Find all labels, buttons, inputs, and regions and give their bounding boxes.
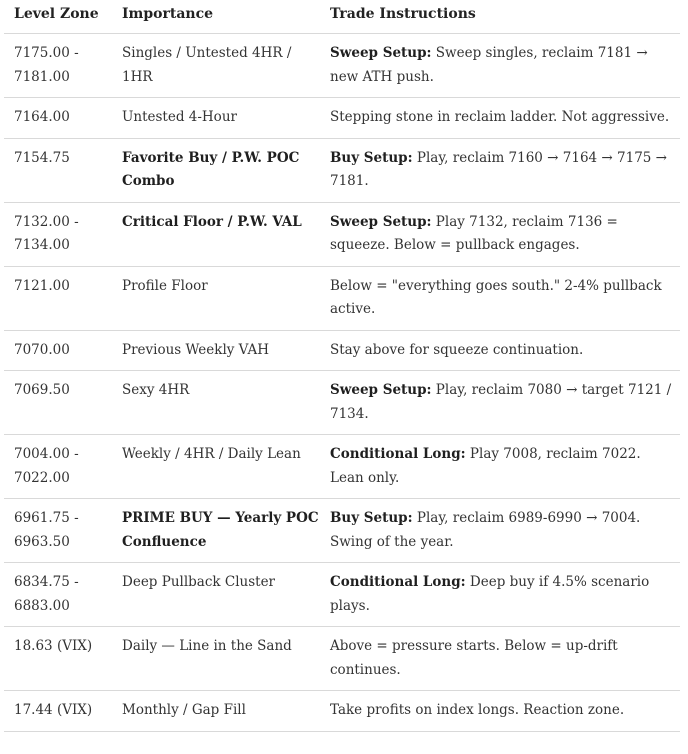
table-row — [4, 266, 680, 330]
instructions-cell — [320, 563, 680, 627]
level-zone-cell: 17.44 (VIX) — [4, 691, 112, 732]
table-row — [4, 202, 680, 266]
importance-cell: Weekly / 4HR / Daily Lean — [112, 435, 320, 499]
instruction-text: Play 7008, reclaim 7022. Lean only. — [330, 446, 641, 486]
instructions-cell — [320, 499, 680, 563]
level-zone-cell: 7069.50 — [4, 371, 112, 435]
importance-cell: Monthly / Gap Fill — [112, 691, 320, 732]
instruction-text: Sweep singles, reclaim 7181 → new ATH push. — [330, 45, 648, 85]
setup-label: Sweep Setup: — [330, 45, 432, 61]
importance-cell: Favorite Buy / P.W. POC Combo — [112, 138, 320, 202]
level-zone-cell: 7175.00 - 7181.00 — [4, 34, 112, 98]
header-trade-instructions: Trade Instructions — [320, 0, 680, 34]
instructions-cell — [320, 202, 680, 266]
instruction-text: Stepping stone in reclaim ladder. Not aggressive. — [330, 109, 670, 125]
level-zone-cell: 7154.75 — [4, 138, 112, 202]
instruction-text: Play, reclaim 6989-6990 → 7004. Swing of the year. — [330, 510, 641, 550]
instruction-text: Above = pressure starts. Below = up-drift continues. — [330, 638, 618, 678]
setup-label: Buy Setup: — [330, 149, 413, 166]
importance-cell: PRIME BUY — Yearly POC Confluence — [112, 499, 320, 563]
table-row — [4, 330, 680, 371]
setup-label: Conditional Long: — [330, 446, 466, 462]
instructions-cell — [320, 98, 680, 139]
instruction-text: Play 7132, reclaim 7136 = squeeze. Below = pullback engages. — [330, 213, 618, 253]
table-row — [4, 34, 680, 98]
instruction-text: Below = "everything goes south." 2-4% pullback active. — [330, 277, 662, 317]
level-zone-cell: 7121.00 — [4, 266, 112, 330]
table-row — [4, 691, 680, 732]
table-row — [4, 627, 680, 691]
table-row — [4, 499, 680, 563]
instructions-cell — [320, 371, 680, 435]
importance-cell: Critical Floor / P.W. VAL — [112, 202, 320, 266]
instructions-cell — [320, 435, 680, 499]
instructions-cell — [320, 330, 680, 371]
importance-cell: Singles / Untested 4HR / 1HR — [112, 34, 320, 98]
instructions-cell — [320, 138, 680, 202]
table-row — [4, 98, 680, 139]
importance-cell: Daily — Line in the Sand — [112, 627, 320, 691]
instruction-text: Play, reclaim 7160 → 7164 → 7175 → 7181. — [330, 149, 667, 189]
level-zone-cell: 18.63 (VIX) — [4, 627, 112, 691]
setup-label: Sweep Setup: — [330, 382, 432, 398]
setup-label: Conditional Long: — [330, 574, 466, 590]
level-zone-cell: 6834.75 - 6883.00 — [4, 563, 112, 627]
importance-cell: Deep Pullback Cluster — [112, 563, 320, 627]
header-row — [4, 0, 680, 34]
instruction-text: Take profits on index longs. Reaction zone. — [330, 702, 625, 718]
importance-cell: Sexy 4HR — [112, 371, 320, 435]
level-zone-cell: 7164.00 — [4, 98, 112, 139]
table-row — [4, 138, 680, 202]
table-body — [4, 34, 680, 732]
table-row — [4, 371, 680, 435]
instruction-text: Play, reclaim 7080 → target 7121 / 7134. — [330, 382, 672, 422]
level-zone-cell: 7004.00 - 7022.00 — [4, 435, 112, 499]
level-zone-cell: 7070.00 — [4, 330, 112, 371]
setup-label: Buy Setup: — [330, 510, 413, 526]
header-level-zone: Level Zone — [4, 0, 112, 34]
table-row — [4, 563, 680, 627]
instruction-text: Deep buy if 4.5% scenario plays. — [330, 574, 650, 614]
level-zone-cell: 6961.75 - 6963.50 — [4, 499, 112, 563]
instruction-text: Stay above for squeeze continuation. — [330, 341, 584, 358]
importance-cell: Profile Floor — [112, 266, 320, 330]
instructions-cell — [320, 627, 680, 691]
table-row — [4, 435, 680, 499]
instructions-cell — [320, 34, 680, 98]
level-zone-cell: 7132.00 - 7134.00 — [4, 202, 112, 266]
instructions-cell — [320, 691, 680, 732]
instructions-cell — [320, 266, 680, 330]
importance-cell: Previous Weekly VAH — [112, 330, 320, 371]
header-importance: Importance — [112, 0, 320, 34]
setup-label: Sweep Setup: — [330, 213, 432, 230]
levels-table — [4, 0, 680, 732]
importance-cell: Untested 4-Hour — [112, 98, 320, 139]
